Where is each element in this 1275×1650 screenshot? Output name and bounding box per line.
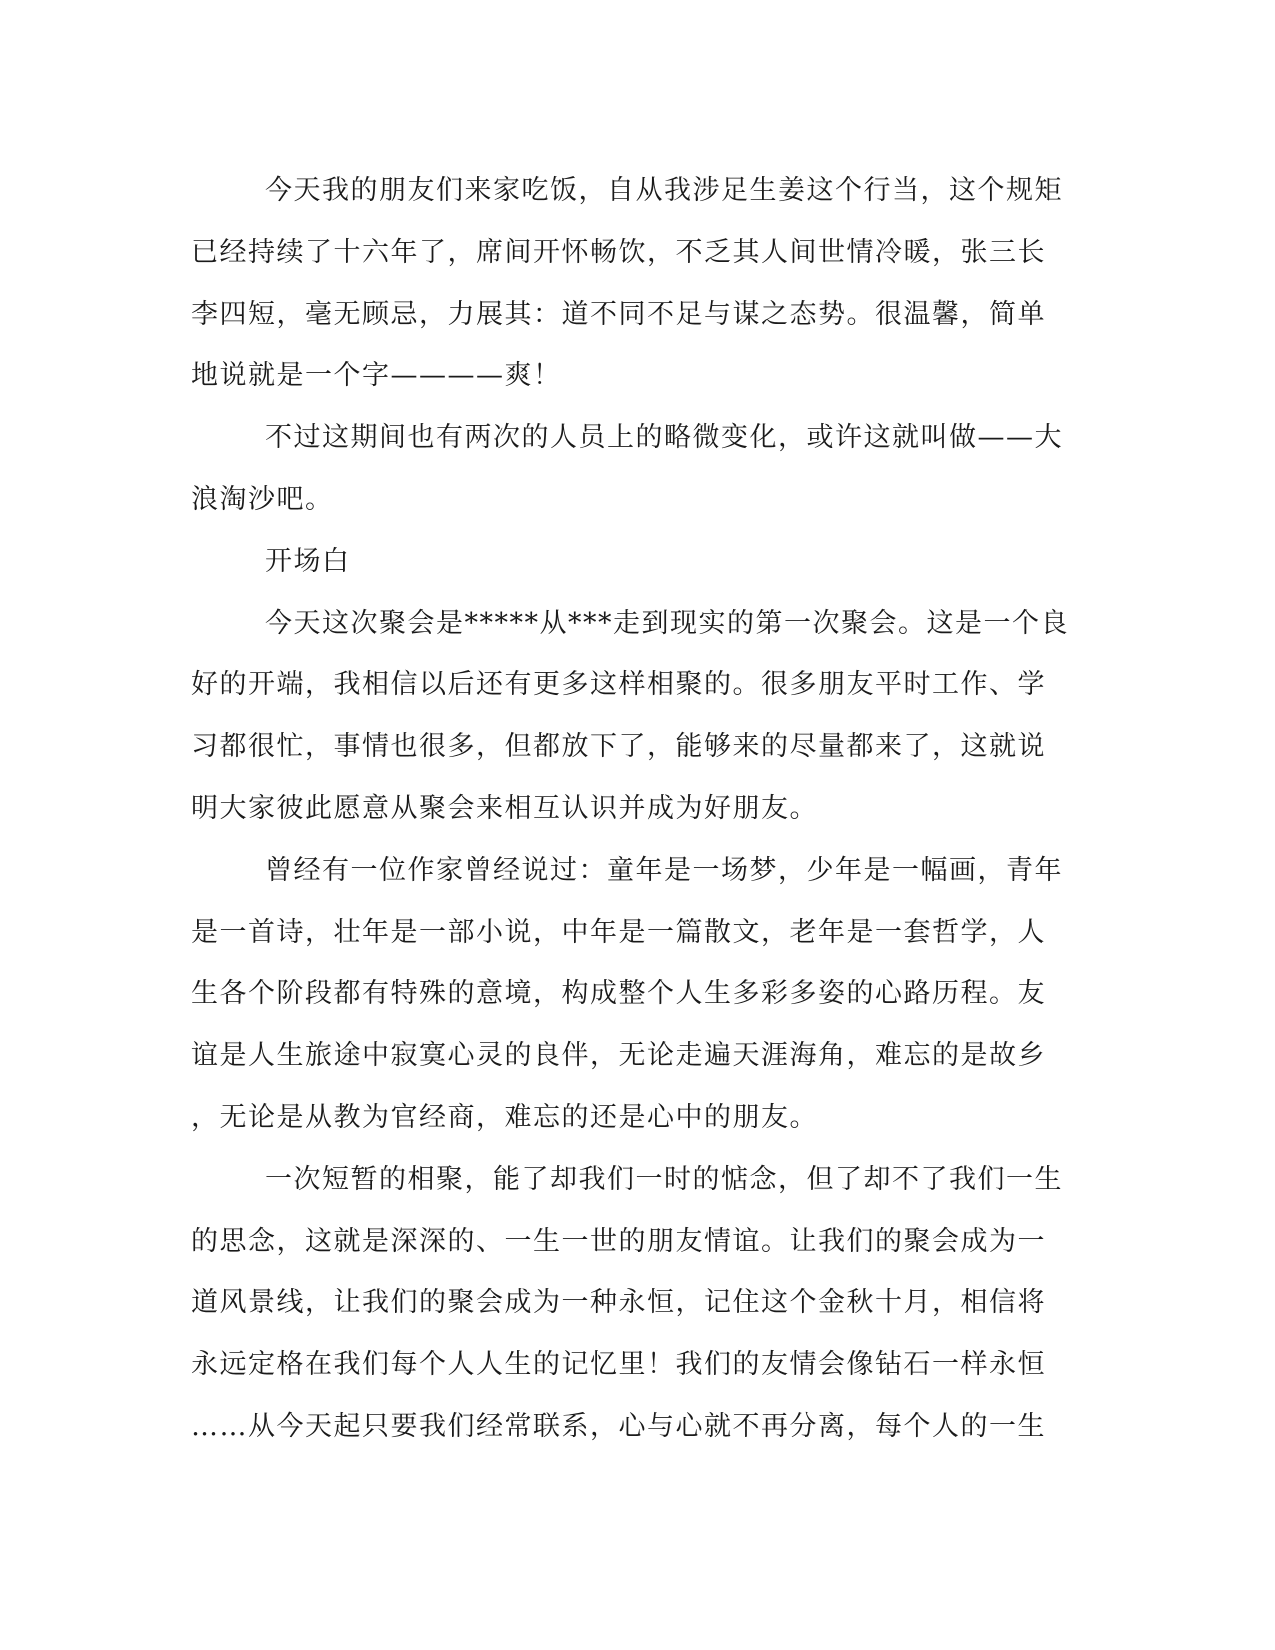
text-line: 的思念，这就是深深的、一生一世的朋友情谊。让我们的聚会成为一 [191,1225,1046,1257]
text-line: 不过这期间也有两次的人员上的略微变化，或许这就叫做——大 [265,422,1063,454]
text-line: 是一首诗，壮年是一部小说，中年是一篇散文，老年是一套哲学，人 [191,916,1046,948]
section-heading: 开场白 [265,545,351,577]
text-line: 生各个阶段都有特殊的意境，构成整个人生多彩多姿的心路历程。友 [191,978,1046,1010]
text-line: 今天我的朋友们来家吃饭，自从我涉足生姜这个行当，这个规矩 [265,175,1063,206]
text-line: 明大家彼此愿意从聚会来相互认识并成为好朋友。 [191,792,818,824]
text-line: 今天这次聚会是*****从***走到现实的第一次聚会。这是一个良 [265,607,1069,639]
text-line: 已经持续了十六年了，席间开怀畅饮，不乏其人间世情冷暖，张三长 [191,236,1046,268]
text-line: 习都很忙，事情也很多，但都放下了，能够来的尽量都来了，这就说 [191,731,1046,763]
text-line: 曾经有一位作家曾经说过：童年是一场梦，少年是一幅画，青年 [265,854,1063,886]
text-line: 谊是人生旅途中寂寞心灵的良伴，无论走遍天涯海角，难忘的是故乡 [191,1040,1046,1072]
text-line: ，无论是从教为官经商，难忘的还是心中的朋友。 [191,1101,818,1133]
document-body [191,160,1086,1458]
text-line: 道风景线，让我们的聚会成为一种永恒，记住这个金秋十月，相信将 [191,1287,1046,1319]
text-line: 永远定格在我们每个人人生的记忆里！我们的友情会像钻石一样永恒 [191,1349,1046,1381]
text-line: 地说就是一个字————爽！ [191,360,562,392]
text-line: 好的开端，我相信以后还有更多这样相聚的。很多朋友平时工作、学 [191,669,1046,701]
text-line: ……从今天起只要我们经常联系，心与心就不再分离，每个人的一生 [191,1410,1046,1442]
text-line: 浪淘沙吧。 [191,483,334,515]
text-line: 李四短，毫无顾忌，力展其：道不同不足与谋之态势。很温馨，简单 [191,298,1046,330]
text-line: 一次短暂的相聚，能了却我们一时的惦念，但了却不了我们一生 [265,1163,1063,1195]
